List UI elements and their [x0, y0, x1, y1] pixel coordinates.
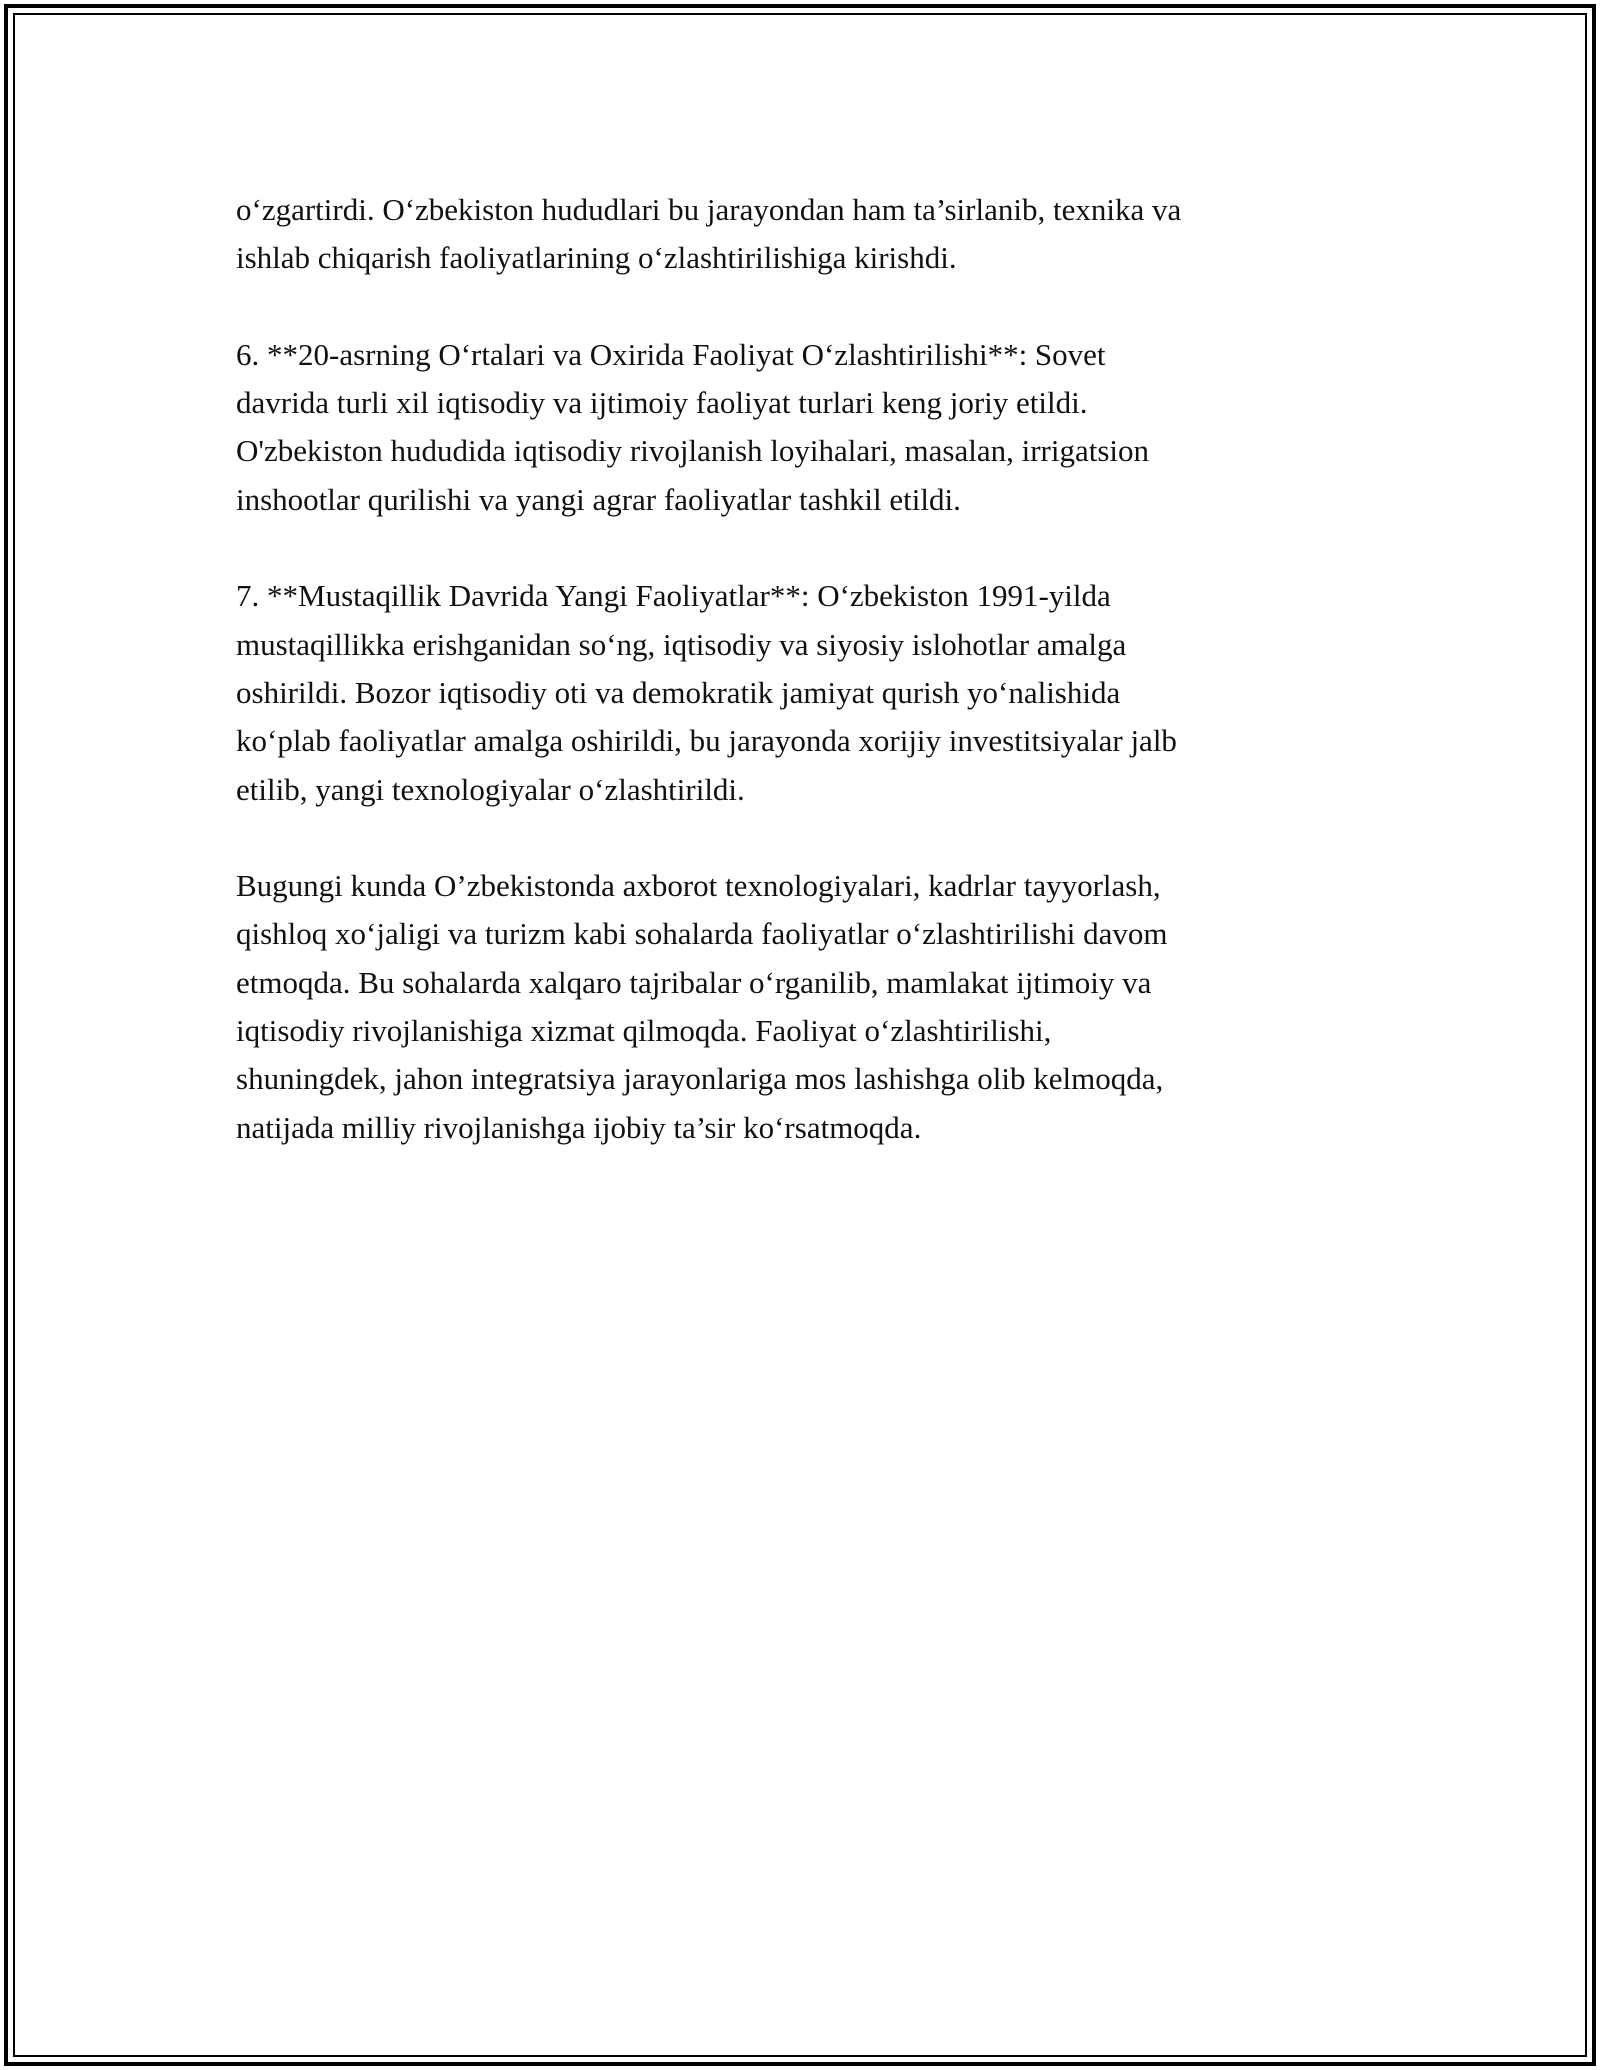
paragraph-conclusion: Bugungi kunda O’zbekistonda axborot texnologiyalari, kadrlar tayyorlash, qishloq xo‘jaligi va turizm kabi sohalarda faoliyatlar o‘zlashtirilishi davom etmoqda. Bu sohalarda xalqaro tajribalar o‘rganilib, mamlakat ijtimoiy va iqtisodiy rivojlanishiga xizmat qilmoqda. Faoliyat o‘zlashtirilishi, shuningdek, jahon integratsiya jarayonlariga mos lashishga olib kelmoqda, natijada milliy rivojlanishga ijobiy ta’sir ko‘rsatmoqda. [236, 868, 1168, 1145]
paragraph-item-6: 6. **20-asrning O‘rtalari va Oxirida Faoliyat O‘zlashtirilishi**: Sovet davrida turli xil iqtisodiy va ijtimoiy faoliyat turlari keng joriy etildi. O'zbekiston hududida iqtisodiy rivojlanish loyihalari, masalan, irrigatsion inshootlar qurilishi va yangi agrar faoliyatlar tashkil etildi. [236, 336, 1150, 517]
document-body [236, 186, 1366, 1200]
paragraph-continuation: o‘zgartirdi. O‘zbekiston hududlari bu jarayondan ham ta’sirlanib, texnika va ishlab chiqarish faoliyatlarining o‘zlashtirilishiga kirishdi. [236, 192, 1182, 276]
paragraph-item-7: 7. **Mustaqillik Davrida Yangi Faoliyatlar**: O‘zbekiston 1991-yilda mustaqillikka erishganidan so‘ng, iqtisodiy va siyosiy islohotlar amalga oshirildi. Bozor iqtisodiy oti va demokratik jamiyat qurish yo‘nalishida ko‘plab faoliyatlar amalga oshirildi, bu jarayonda xorijiy investitsiyalar jalb etilib, yangi texnologiyalar o‘zlashtirildi. [236, 578, 1177, 807]
